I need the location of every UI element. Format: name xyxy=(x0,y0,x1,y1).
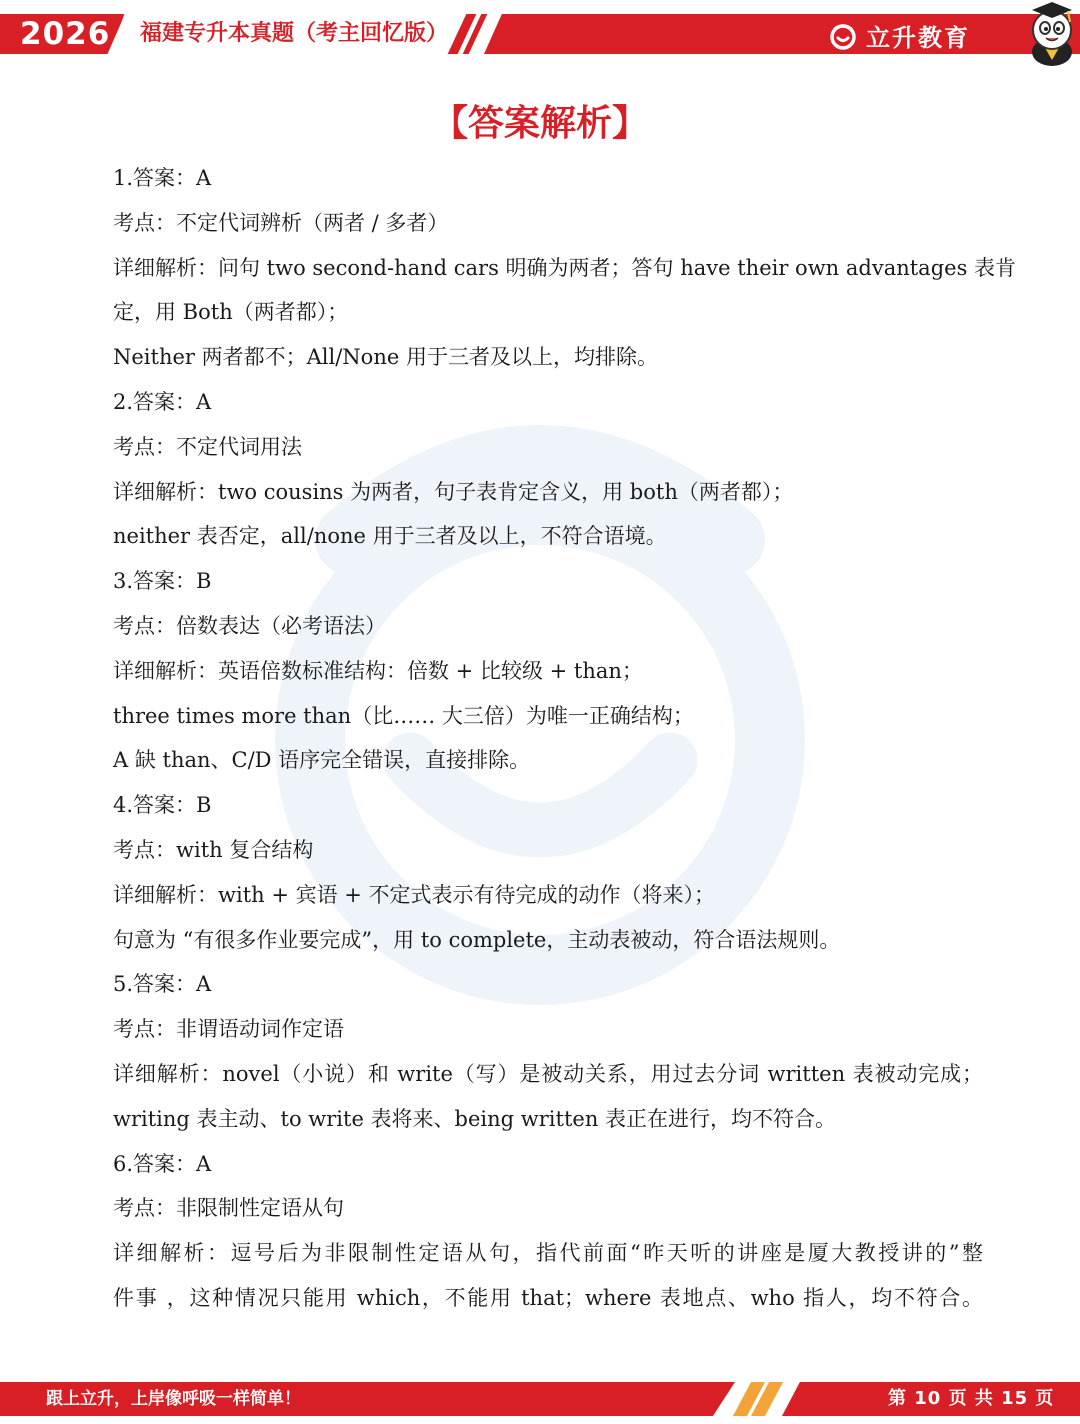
page-number: 第 10 页 共 15 页 xyxy=(888,1388,1055,1409)
page-title: 【答案解析】 xyxy=(431,103,648,144)
test-point-line: 考点：非谓语动词作定语 xyxy=(113,1017,344,1042)
answer-line: 1.答案：A xyxy=(113,166,212,190)
test-point-line: 考点：不定代词辨析（两者 / 多者） xyxy=(113,210,449,235)
test-point-line: 考点：不定代词用法 xyxy=(113,434,302,459)
header-year: 2026 xyxy=(20,16,111,52)
explanation-line: 定，用 Both（两者都）； xyxy=(113,300,349,325)
explanation-line: 详细解析：novel（小说）和 write（写）是被动关系，用过去分词 written 表被动完成； xyxy=(113,1061,983,1086)
answer-line: 4.答案：B xyxy=(113,793,212,818)
page-header xyxy=(0,0,1080,70)
explanation-line: 件事 ，这种情况只能用 which，不能用 that；where 表地点、who 指人，均不符合。 xyxy=(113,1285,983,1310)
answer-analysis-body xyxy=(113,156,1017,1321)
header-brand-name: 立升教育 xyxy=(866,24,970,52)
lisheng-logo-icon xyxy=(828,21,858,51)
answer-line: 6.答案：A xyxy=(113,1151,212,1176)
page-footer xyxy=(0,1382,1080,1416)
test-point-line: 考点：倍数表达（必考语法） xyxy=(113,613,386,638)
header-title: 福建专升本真题（考主回忆版） xyxy=(140,21,449,46)
explanation-line: A 缺 than、C/D 语序完全错误，直接排除。 xyxy=(113,748,531,773)
explanation-line: 详细解析：two cousins 为两者，句子表肯定含义，用 both（两者都）； xyxy=(113,479,794,504)
answer-line: 3.答案：B xyxy=(113,569,212,594)
explanation-line: writing 表主动、to write 表将来、being written 表正在进行，均不符合。 xyxy=(113,1106,837,1131)
test-point-line: 考点：非限制性定语从句 xyxy=(113,1196,344,1221)
explanation-line: 详细解析：逗号后为非限制性定语从句，指代前面“昨天听的讲座是厦大教授讲的”整 xyxy=(113,1241,983,1266)
explanation-line: Neither 两者都不；All/None 用于三者及以上，均排除。 xyxy=(113,345,658,370)
graduate-mascot-icon xyxy=(1022,0,1080,66)
footer-slogan: 跟上立升，上岸像呼吸一样简单！ xyxy=(46,1389,301,1409)
explanation-line: 句意为 “有很多作业要完成”，用 to complete，主动表被动，符合语法规则。 xyxy=(113,927,841,952)
explanation-line: 详细解析：with + 宾语 + 不定式表示有待完成的动作（将来）； xyxy=(113,882,716,907)
answer-line: 2.答案：A xyxy=(113,389,212,414)
header-brand-band xyxy=(484,14,1080,54)
explanation-line: three times more than（比…… 大三倍）为唯一正确结构； xyxy=(113,703,694,728)
explanation-line: 详细解析：问句 two second-hand cars 明确为两者；答句 have their own advantages 表肯 xyxy=(113,255,1017,280)
answer-line: 5.答案：A xyxy=(113,972,212,997)
header-logo xyxy=(828,18,970,53)
explanation-line: 详细解析：英语倍数标准结构：倍数 + 比较级 + than； xyxy=(113,658,643,683)
test-point-line: 考点：with 复合结构 xyxy=(113,837,314,862)
explanation-line: neither 表否定，all/none 用于三者及以上，不符合语境。 xyxy=(113,524,667,549)
